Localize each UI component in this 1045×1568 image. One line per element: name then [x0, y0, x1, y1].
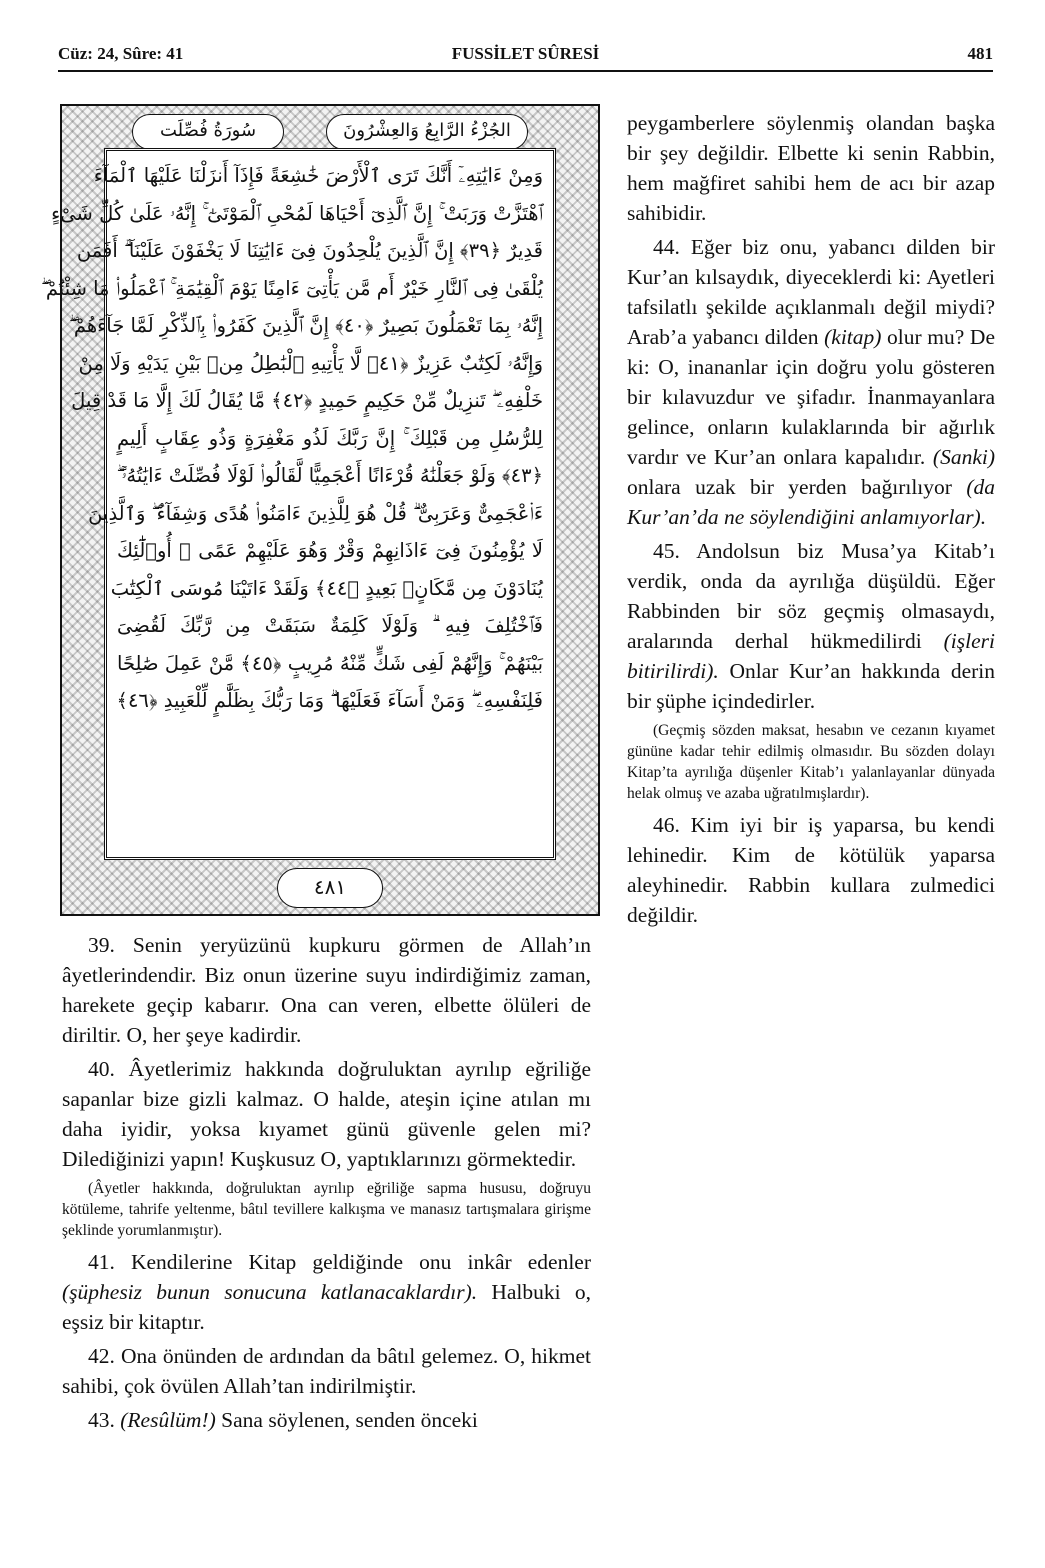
verse-43-text: Sana söylenen, senden önceki	[215, 1408, 478, 1432]
mushaf-frame	[40, 104, 600, 916]
verse-43-italic: (Resûlüm!)	[120, 1408, 216, 1432]
verse-46: 46. Kim iyi bir iş yaparsa, bu kendi lehinedir. Kim de kötülük yaparsa aleyhinedir. Rabbin kullara zulmedici değildir.	[627, 813, 995, 927]
arabic-line: ٱهْتَزَّتْ وَرَبَتْ ۚ إِنَّ ٱلَّذِىٓ أَحْيَاهَا لَمُحْىِ ٱلْمَوْتَىٰٓ ۚ إِنَّهُۥ عَلَىٰ كُلِّ شَىْءٍ	[51, 201, 543, 225]
verse-41-text: 41. Kendilerine Kitap geldiğinde onu inkâr edenler	[88, 1250, 591, 1274]
surah-name-cartouche: سُورَةُ فُصِّلَت	[132, 114, 284, 150]
header-page-number: 481	[967, 44, 993, 63]
verse-43-continued: peygamberlere söylenmiş olandan başka bir şey değildir. Elbette ki senin Rabbin, hem mağfiret sahibi hem de acı bir azap sahibidir.	[627, 111, 995, 225]
arabic-line: خَلْفِهِۦ ۖ تَنزِيلٌ مِّنْ حَكِيمٍ حَمِيدٍ ﴿٤٢﴾ مَّا يُقَالُ لَكَ إِلَّا مَا قَدْ قِيلَ	[71, 389, 543, 412]
verse-39: 39. Senin yeryüzünü kupkuru görmen de Allah’ın âyetlerindendir. Biz onun üzerine suyu indirdiğimiz zaman, harekete geçip kabarır. Ona can veren, elbette ölüleri de diriltir. O, her şeye kadirdir.	[62, 933, 591, 1047]
verse-45-text-end: Onlar Kur’an hakkında derin bir şüphe içindedirler.	[627, 659, 995, 713]
mushaf-page-number: ٤٨١	[277, 868, 383, 908]
arabic-line: لِلرُّسُلِ مِن قَبْلِكَ ۚ إِنَّ رَبَّكَ لَذُو مَغْفِرَةٍ وَذُو عِقَابٍ أَلِيمٍ	[117, 426, 543, 450]
header-juz-surah: Cüz: 24, Sûre: 41	[58, 44, 184, 63]
verse-41-italic: (şüphesiz bunun sonucuna katlanacaklardır).	[62, 1280, 478, 1304]
arabic-line: يُلْقَىٰ فِى ٱلنَّارِ خَيْرٌ أَم مَّن يَأْتِىٓ ءَامِنًا يَوْمَ ٱلْقِيَٰمَةِ ۚ ٱعْمَلُوا۟ مَا شِئْتُمْ ۖ	[40, 276, 543, 300]
verse-43-number: 43.	[88, 1408, 121, 1432]
verse-40-note: (Âyetler hakkında, doğruluktan ayrılıp eğriliğe sapma hususu, doğruyu kötüleme, tahrife yeltenme, bâtıl tevillere kalkışma ve manasız tartışmalara girişme şeklinde yorumlanmıştır).	[62, 1180, 591, 1239]
verse-41-text-end: Halbuki o, eşsiz bir kitaptır.	[62, 1280, 591, 1334]
arabic-line: فَلِنَفْسِهِۦ ۖ وَمَنْ أَسَآءَ فَعَلَيْهَا ۗ وَمَا رَبُّكَ بِظَلَّٰمٍ لِّلْعَبِيدِ ﴿٤٦﴾	[116, 689, 543, 712]
arabic-line: يُنَادَوْنَ مِن مَّكَانٍۭ بَعِيدٍ ﴿٤٤﴾ وَلَقَدْ ءَاتَيْنَا مُوسَى ٱلْكِتَٰبَ	[110, 576, 543, 600]
arabic-line: وَإِنَّهُۥ لَكِتَٰبٌ عَزِيزٌ ﴿٤١﴾ لَّا يَأْتِيهِ ٱلْبَٰطِلُ مِنۢ بَيْنِ يَدَيْهِ وَلَا مِنْ	[78, 351, 543, 375]
arabic-line: إِنَّهُۥ بِمَا تَعْمَلُونَ بَصِيرٌ ﴿٤٠﴾ إِنَّ ٱلَّذِينَ كَفَرُوا۟ بِٱلذِّكْرِ لَمَّا جَآءَهُمْ ۖ	[69, 314, 543, 337]
mushaf-text-area	[40, 148, 556, 860]
verse-45-note: (Geçmiş sözden maksat, hesabın ve cezanın kıyamet gününe kadar tehir edilmiş olmasıdır. Bu sözden dolayı Kitap’ta ayrılığa düşenler Kitab’ı yalanlayanlar dünyada helak olmuş ve azaba uğratılmışlardır).	[627, 722, 995, 802]
arabic-line: فَٱخْتُلِفَ فِيهِ ۗ وَلَوْلَا كَلِمَةٌ سَبَقَتْ مِن رَّبِّكَ لَقُضِىَ	[117, 614, 543, 637]
arabic-line: بَيْنَهُمْ ۚ وَإِنَّهُمْ لَفِى شَكٍّ مِّنْهُ مُرِيبٍ ﴿٤٥﴾ مَّنْ عَمِلَ صَٰلِحًا	[117, 651, 543, 675]
verse-44-text-2: olur mu? De ki: O, inananlar için doğru yolu gösteren bir kılavuzdur ve şifadır. İnanmayanlara gelince, onların kulaklarında bir ağırlık vardır ve Kur’an onlara kapalıdır.	[627, 325, 995, 469]
verse-42: 42. Ona önünden de ardından da bâtıl gelemez. O, hikmet sahibi, çok övülen Allah’tan indirilmiştir.	[62, 1344, 591, 1398]
verse-44-text: 44. Eğer biz onu, yabancı dilden bir Kur’an kılsaydık, diyeceklerdi ki: Ayetleri tafsilatlı şekilde açıklanmalı değil miydi? Arab’a yabancı dilden	[627, 235, 995, 349]
arabic-line: لَا يُؤْمِنُونَ فِىٓ ءَاذَانِهِمْ وَقْرٌ وَهُوَ عَلَيْهِمْ عَمًى ۚ أُو۟لَٰٓئِكَ	[117, 539, 543, 562]
verse-43-start	[62, 1405, 591, 1435]
verse-44-italic-2: (Sanki)	[932, 445, 995, 469]
arabic-line: ءَا۬عْجَمِىٌّ وَعَرَبِىٌّ ۗ قُلْ هُوَ لِلَّذِينَ ءَامَنُوا۟ هُدًى وَشِفَآءٌ ۖ وَٱلَّذِينَ	[88, 501, 543, 525]
verse-44	[627, 232, 995, 532]
arabic-text	[40, 157, 543, 851]
verse-45-italic: (işleri bitirilirdi).	[627, 629, 995, 683]
verse-41	[62, 1247, 591, 1337]
right-column-translation	[627, 108, 995, 934]
juz-name-cartouche: الجُزْءُ الرَّابِعُ وَالعِشْرُونَ	[326, 114, 528, 150]
left-column-translation	[62, 930, 591, 1439]
verse-44-text-3: onlara uzak bir yerden bağırılıyor	[627, 475, 967, 499]
page-header	[58, 40, 993, 72]
verse-45-text: 45. Andolsun biz Musa’ya Kitab’ı verdik, onda da ayrılığa düşüldü. Eğer Rabbinden bir söz geçmiş olmasaydı, aralarında derhal hükmedilirdi	[627, 539, 995, 653]
header-surah-title: FUSSİLET SÛRESİ	[451, 44, 600, 63]
verse-40: 40. Âyetlerimiz hakkında doğruluktan ayrılıp eğriliğe sapanlar bize gizli kalmaz. O halde, ateşin içine atılan mı daha iyidir, yoksa kıyamet günü güvenle gelen mi? Dilediğinizi yapın! Kuşkusuz O, yaptıklarınızı görmektedir.	[62, 1057, 591, 1171]
verse-44-italic-3: (da Kur’an’da ne söylendiğini anlamıyorlar).	[627, 475, 995, 529]
arabic-line: قَدِيرٌ ﴿٣٩﴾ إِنَّ ٱلَّذِينَ يُلْحِدُونَ فِىٓ ءَايَٰتِنَا لَا يَخْفَوْنَ عَلَيْنَآ ۗ أَفَمَن	[76, 239, 543, 262]
verse-44-italic-1: (kitap)	[824, 325, 882, 349]
arabic-line: ﴿٤٣﴾ وَلَوْ جَعَلْنَٰهُ قُرْءَانًا أَعْجَمِيًّا لَّقَالُوا۟ لَوْلَا فُصِّلَتْ ءَايَٰتُهُۥٓ ۖ	[116, 464, 543, 487]
verse-45	[627, 536, 995, 716]
arabic-line: وَمِنْ ءَايَٰتِهِۦٓ أَنَّكَ تَرَى ٱلْأَرْضَ خَٰشِعَةً فَإِذَآ أَنزَلْنَا عَلَيْهَا ٱلْمَآءَ	[93, 164, 543, 187]
